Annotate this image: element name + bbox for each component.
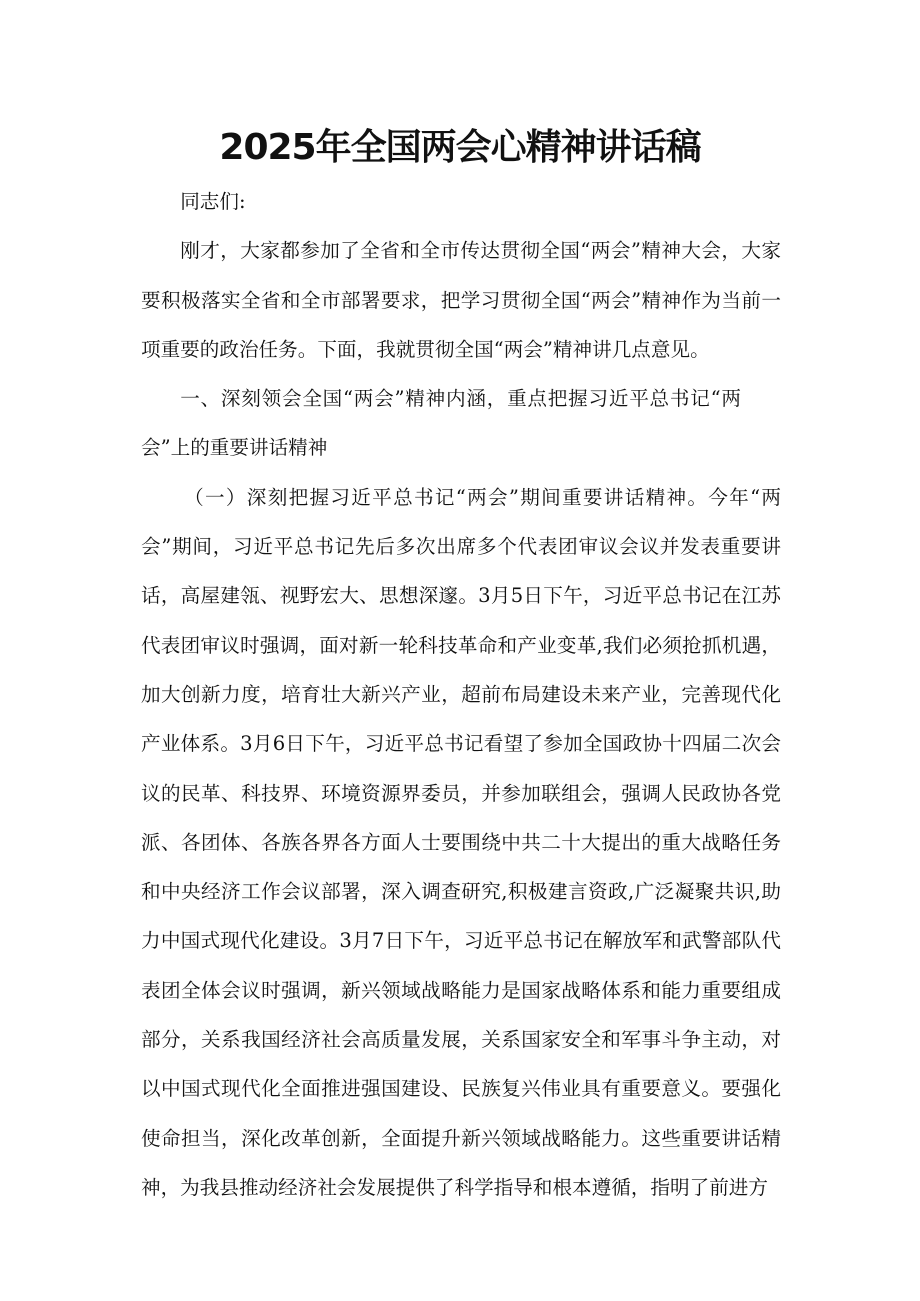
document-body (141, 177, 781, 1212)
salutation: 同志们: (180, 190, 246, 213)
intro-paragraph: 刚才，大家都参加了全省和全市传达贯彻全国“两会”精神大会，大家要积极落实全省和全市部署要求，把学习贯彻全国“两会”精神作为当前一项重要的政治任务。下面，我就贯彻全国“两会”精神讲几点意见。 (141, 239, 781, 361)
section-heading-1: 一、深刻领会全国“两会”精神内涵，重点把握习近平总书记“两会”上的重要讲话精神 (141, 387, 741, 460)
document-title: 2025年全国两会心精神讲话稿 (219, 127, 701, 168)
subsection-paragraph-1: （一）深刻把握习近平总书记“两会”期间重要讲话精神。今年“两会”期间，习近平总书记先后多次出席多个代表团审议会议并发表重要讲话，高屋建瓴、视野宏大、思想深邃。3月5日下午，习近平总书记在江苏代表团审议时强调，面对新一轮科技革命和产业变革,我们必须抢抓机遇，加大创新力度，培育壮大新兴产业，超前布局建设未来产业，完善现代化产业体系。3月6日下午，习近平总书记看望了参加全国政协十四届二次会议的民革、科技界、环境资源界委员，并参加联组会，强调人民政协各党派、各团体、各族各界各方面人士要围绕中共二十大提出的重大战略任务和中央经济工作会议部署，深入调查研究,积极建言资政,广泛凝聚共识,助力中国式现代化建设。3月7日下午，习近平总书记在解放军和武警部队代表团全体会议时强调，新兴领域战略能力是国家战略体系和能力重要组成部分，关系我国经济社会高质量发展，关系国家安全和军事斗争主动，对以中国式现代化全面推进强国建设、民族复兴伟业具有重要意义。要强化使命担当，深化改革创新，全面提升新兴领域战略能力。这些重要讲话精神，为我县推动经济社会发展提供了科学指导和根本遵循，指明了前进方 (141, 485, 781, 1199)
